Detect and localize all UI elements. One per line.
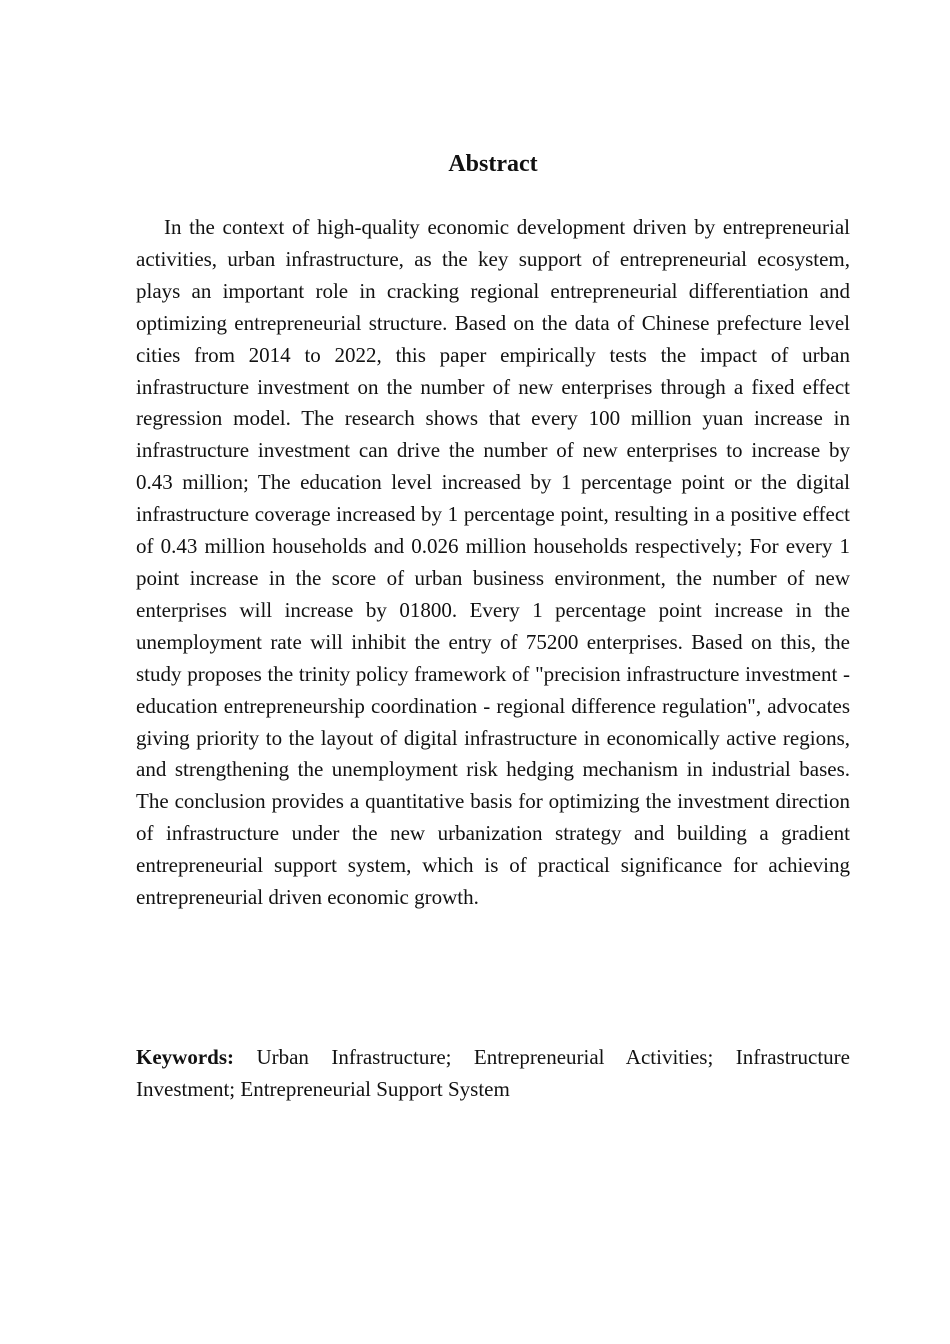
keywords-label: Keywords:	[136, 1045, 234, 1069]
keywords-paragraph	[136, 1042, 850, 1106]
abstract-title: Abstract	[448, 151, 538, 177]
abstract-body: In the context of high-quality economic development driven by entrepreneurial activities, urban infrastructure, as the key support of entrepreneurial ecosystem, plays an important role in cracking regional entrepreneurial differentiation and optimizing entrepreneurial structure. Based on the data of Chinese prefecture level cities from 2014 to 2022, this paper empirically tests the impact of urban infrastructure investment on the number of new enterprises through a fixed effect regression model. The research shows that every 100 million yuan increase in infrastructure investment can drive the number of new enterprises to increase by 0.43 million; The education level increased by 1 percentage point or the digital infrastructure coverage increased by 1 percentage point, resulting in a positive effect of 0.43 million households and 0.026 million households respectively; For every 1 point increase in the score of urban business environment, the number of new enterprises will increase by 01800. Every 1 percentage point increase in the unemployment rate will inhibit the entry of 75200 enterprises. Based on this, the study proposes the trinity policy framework of "precision infrastructure investment - education entrepreneurship coordination - regional difference regulation", advocates giving priority to the layout of digital infrastructure in economically active regions, and strengthening the unemployment risk hedging mechanism in industrial bases. The conclusion provides a quantitative basis for optimizing the investment direction of infrastructure under the new urbanization strategy and building a gradient entrepreneurial support system, which is of practical significance for achieving entrepreneurial driven economic growth.	[136, 215, 850, 910]
keywords-text: Urban Infrastructure; Entrepreneurial Activities; Infrastructure Investment; Entrepreneurial Support System	[136, 1045, 850, 1101]
